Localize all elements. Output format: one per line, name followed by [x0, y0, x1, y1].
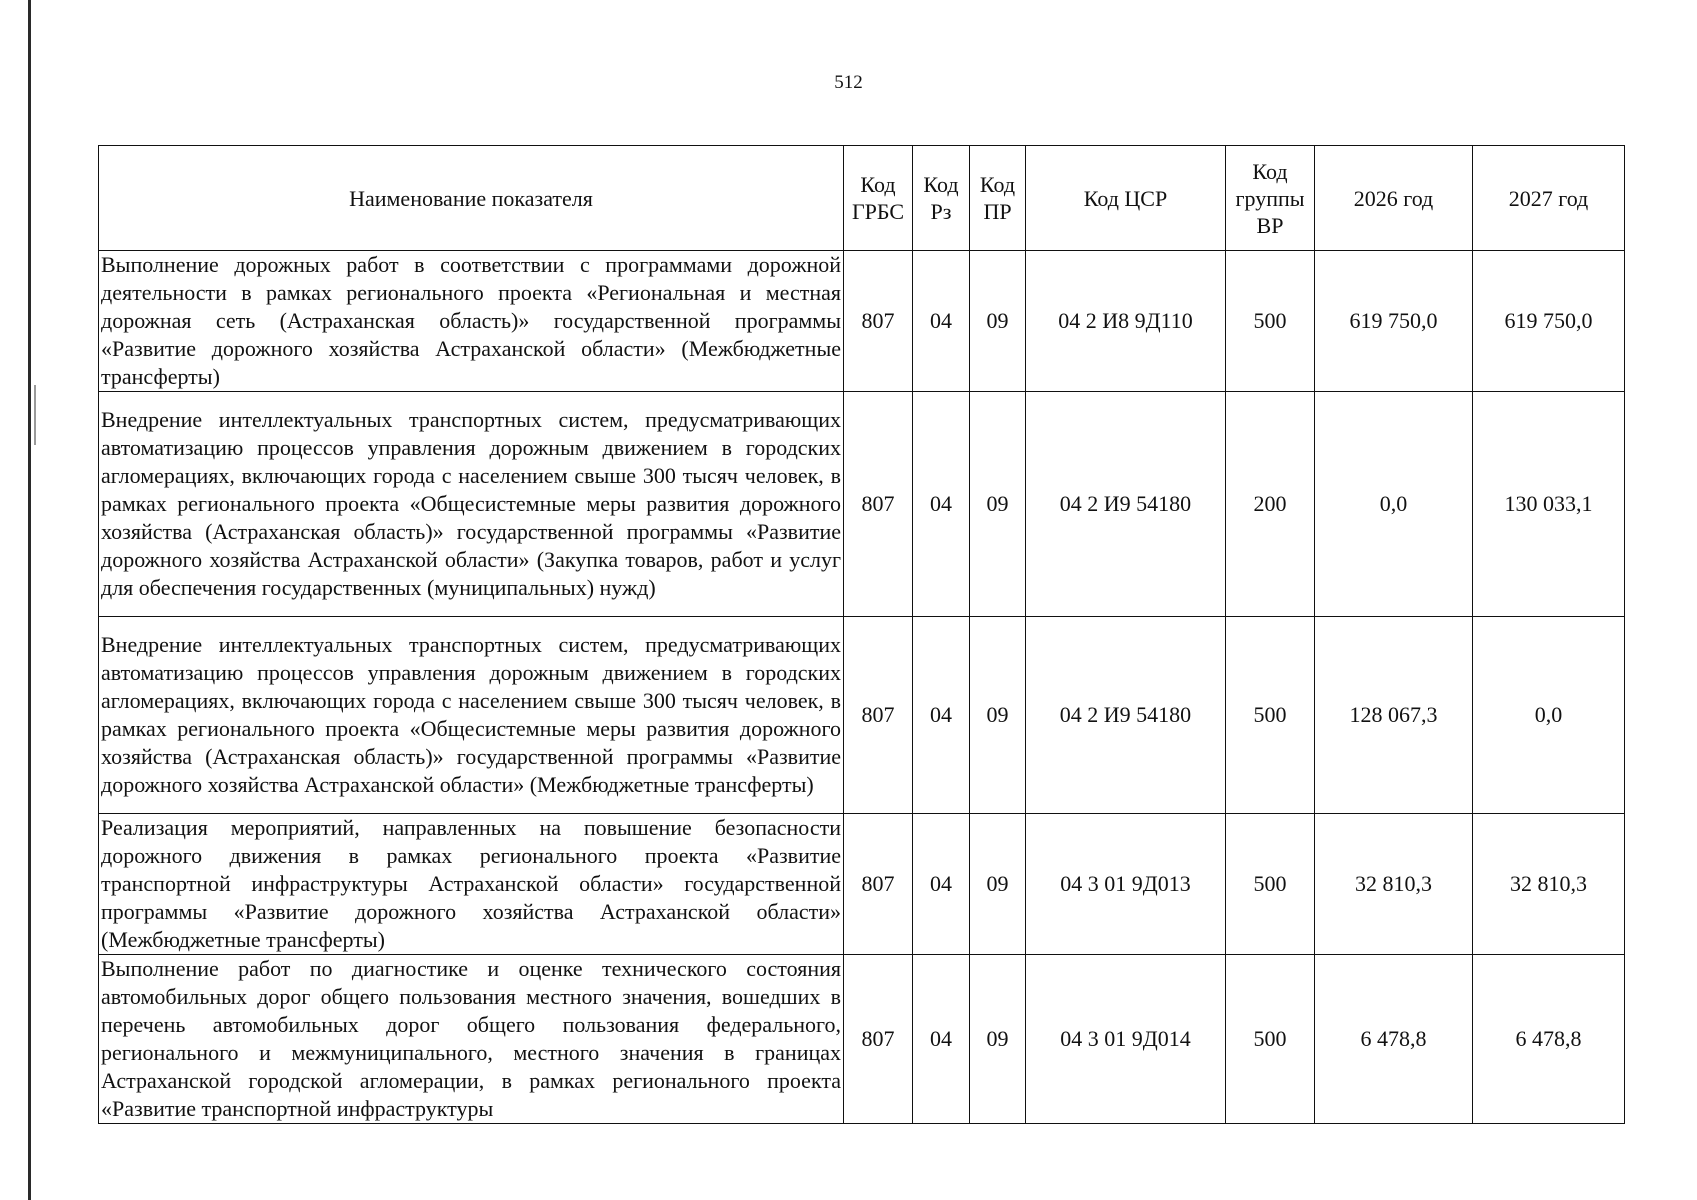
cell-pr: 09 — [970, 392, 1026, 617]
cell-2027: 32 810,3 — [1473, 814, 1625, 955]
budget-table — [98, 145, 1625, 1124]
cell-rz: 04 — [913, 617, 970, 814]
header-name: Наименование показателя — [99, 146, 844, 251]
cell-2026: 32 810,3 — [1315, 814, 1473, 955]
cell-rz: 04 — [913, 955, 970, 1124]
cell-rz: 04 — [913, 392, 970, 617]
header-rz: Код Рз — [913, 146, 970, 251]
cell-csr: 04 2 И8 9Д110 — [1026, 251, 1226, 392]
cell-grbs: 807 — [844, 955, 913, 1124]
table-row — [99, 392, 1625, 617]
cell-grbs: 807 — [844, 251, 913, 392]
table-header-row — [99, 146, 1625, 251]
cell-vr: 500 — [1226, 617, 1315, 814]
header-pr: Код ПР — [970, 146, 1026, 251]
cell-2027: 0,0 — [1473, 617, 1625, 814]
cell-name: Внедрение интеллектуальных транспортных систем, предусматривающих автоматизацию процессов управления дорожным движением в городских агломерациях, включающих города с населением свыше 300 тысяч человек, в рамках регионального проекта «Общесистемные меры развития дорожного хозяйства (Астраханская область)» государственной программы «Развитие дорожного хозяйства Астраханской области» (Закупка товаров, работ и услуг для обеспечения государственных (муниципальных) нужд) — [99, 392, 844, 617]
cell-2026: 6 478,8 — [1315, 955, 1473, 1124]
cell-csr: 04 3 01 9Д014 — [1026, 955, 1226, 1124]
cell-2026: 0,0 — [1315, 392, 1473, 617]
cell-rz: 04 — [913, 814, 970, 955]
scan-artifact — [34, 385, 36, 445]
header-2027: 2027 год — [1473, 146, 1625, 251]
cell-pr: 09 — [970, 251, 1026, 392]
cell-name: Выполнение работ по диагностике и оценке технического состояния автомобильных дорог общего пользования местного значения, вошедших в перечень автомобильных дорог общего пользования федерального, регионального и межмуниципального, местного значения в границах Астраханской городской агломерации, в рамках регионального проекта «Развитие транспортной инфраструктуры — [99, 955, 844, 1124]
cell-rz: 04 — [913, 251, 970, 392]
cell-grbs: 807 — [844, 617, 913, 814]
cell-name: Внедрение интеллектуальных транспортных систем, предусматривающих автоматизацию процессов управления дорожным движением в городских агломерациях, включающих города с населением свыше 300 тысяч человек, в рамках регионального проекта «Общесистемные меры развития дорожного хозяйства (Астраханская область)» государственной программы «Развитие дорожного хозяйства Астраханской области» (Межбюджетные трансферты) — [99, 617, 844, 814]
header-csr: Код ЦСР — [1026, 146, 1226, 251]
cell-vr: 200 — [1226, 392, 1315, 617]
cell-pr: 09 — [970, 955, 1026, 1124]
cell-2026: 128 067,3 — [1315, 617, 1473, 814]
cell-pr: 09 — [970, 617, 1026, 814]
cell-vr: 500 — [1226, 955, 1315, 1124]
cell-2027: 130 033,1 — [1473, 392, 1625, 617]
scan-left-edge — [28, 0, 31, 1200]
cell-pr: 09 — [970, 814, 1026, 955]
cell-grbs: 807 — [844, 814, 913, 955]
cell-2027: 619 750,0 — [1473, 251, 1625, 392]
table-row — [99, 617, 1625, 814]
cell-name: Выполнение дорожных работ в соответствии с программами дорожной деятельности в рамках регионального проекта «Региональная и местная дорожная сеть (Астраханская область)» государственной программы «Развитие дорожного хозяйства Астраханской области» (Межбюджетные трансферты) — [99, 251, 844, 392]
header-2026: 2026 год — [1315, 146, 1473, 251]
table-row — [99, 251, 1625, 392]
cell-vr: 500 — [1226, 814, 1315, 955]
header-vr: Код группы ВР — [1226, 146, 1315, 251]
table-row — [99, 955, 1625, 1124]
cell-csr: 04 2 И9 54180 — [1026, 392, 1226, 617]
cell-name: Реализация мероприятий, направленных на повышение безопасности дорожного движения в рамках регионального проекта «Развитие транспортной инфраструктуры Астраханской области» государственной программы «Развитие дорожного хозяйства Астраханской области» (Межбюджетные трансферты) — [99, 814, 844, 955]
cell-grbs: 807 — [844, 392, 913, 617]
table-row — [99, 814, 1625, 955]
cell-2027: 6 478,8 — [1473, 955, 1625, 1124]
cell-vr: 500 — [1226, 251, 1315, 392]
cell-csr: 04 2 И9 54180 — [1026, 617, 1226, 814]
cell-2026: 619 750,0 — [1315, 251, 1473, 392]
page-number: 512 — [834, 72, 863, 93]
cell-csr: 04 3 01 9Д013 — [1026, 814, 1226, 955]
header-grbs: Код ГРБС — [844, 146, 913, 251]
